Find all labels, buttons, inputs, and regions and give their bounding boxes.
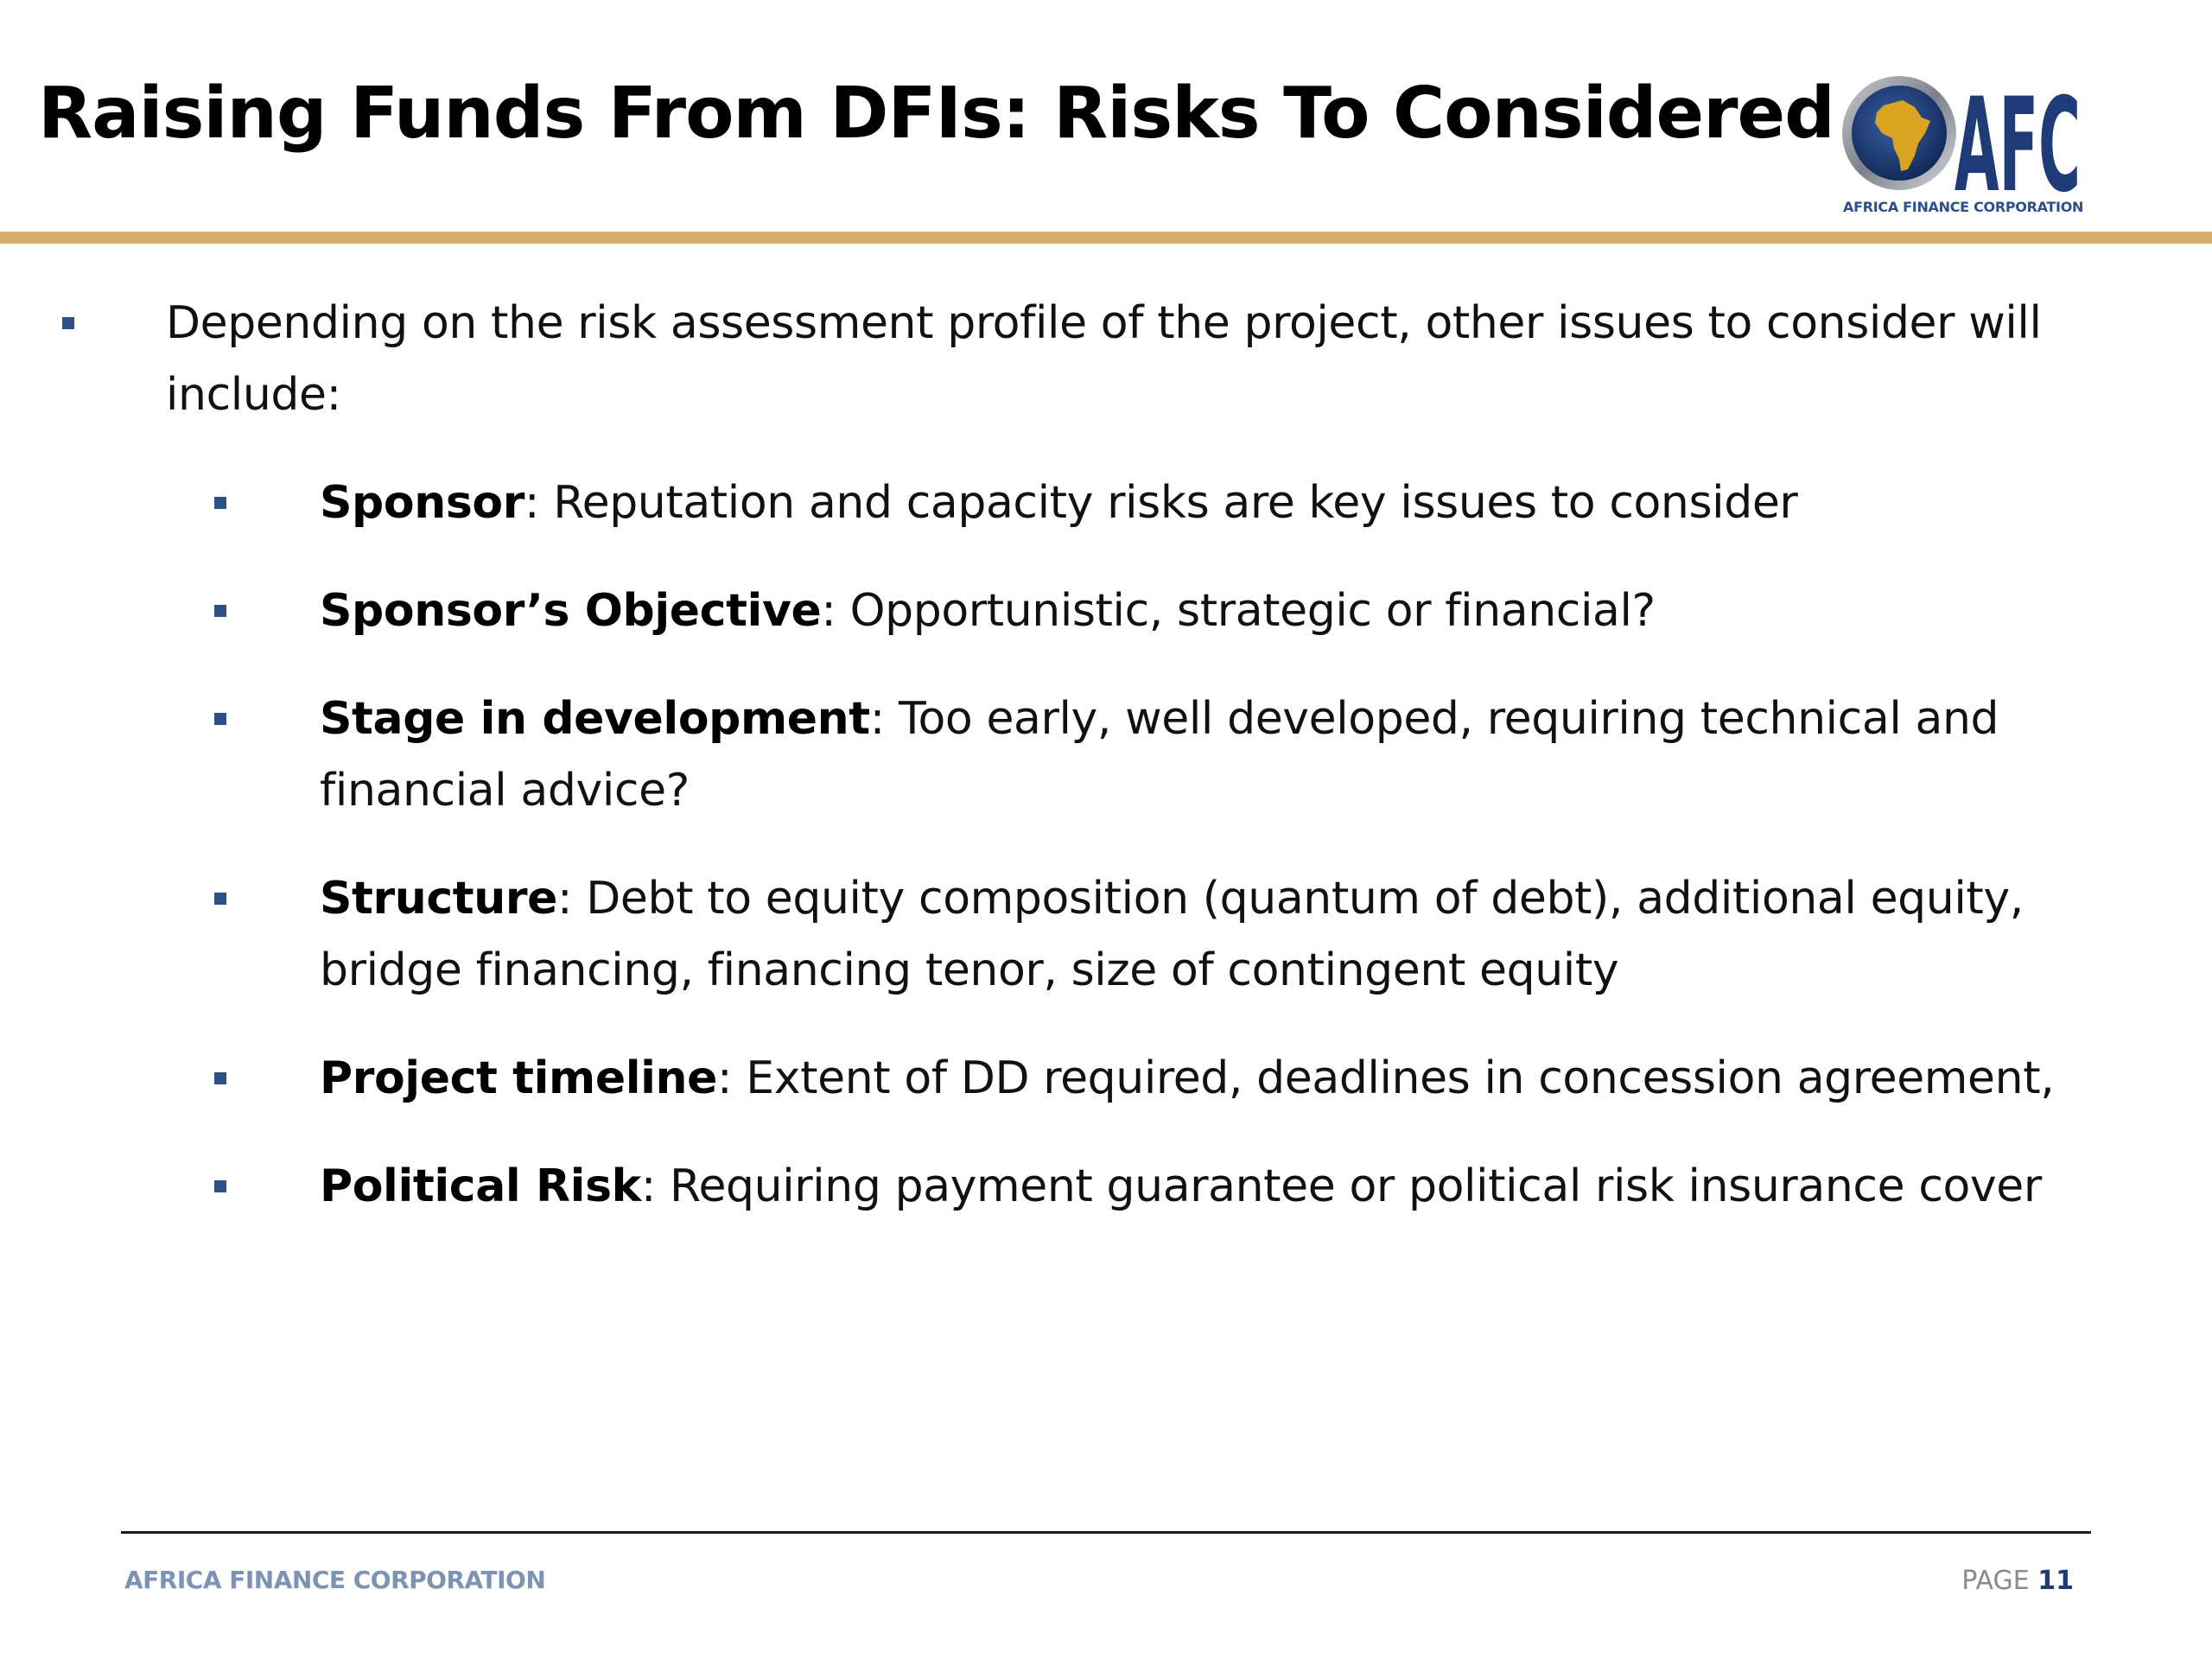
footer-divider — [121, 1531, 2091, 1534]
bullet-icon — [214, 713, 226, 725]
item-text: : Extent of DD required, deadlines in concession agreement, — [717, 1052, 2055, 1104]
list-item — [320, 683, 2100, 827]
bullet-icon — [214, 605, 226, 617]
bullet-icon — [214, 893, 226, 905]
list-item — [320, 1151, 2152, 1223]
logo-caption: AFRICA FINANCE CORPORATION — [1843, 199, 2084, 215]
bullet-icon — [214, 497, 226, 509]
logo-letters: AFC — [1955, 71, 2081, 221]
item-term: Stage in development — [320, 693, 870, 745]
bullet-icon — [214, 1072, 226, 1084]
footer-company-name: AFRICA FINANCE CORPORATION — [124, 1566, 546, 1594]
header-divider — [0, 232, 2212, 244]
item-text: : Requiring payment guarantee or political risk insurance cover — [640, 1160, 2042, 1212]
intro-text: Depending on the risk assessment profile of the project, other issues to consider will include: — [166, 297, 2042, 421]
item-text: : Opportunistic, strategic or financial? — [821, 585, 1656, 637]
list-item — [320, 575, 2100, 647]
slide-title: Raising Funds From DFIs: Risks To Considered — [38, 73, 1834, 155]
item-text: : Debt to equity composition (quantum of debt), additional equity, bridge financing, financing tenor, size of contingent equity — [320, 873, 2024, 996]
bullet-icon — [62, 317, 74, 329]
list-item — [320, 1043, 2152, 1115]
item-term: Project timeline — [320, 1052, 718, 1104]
item-term: Structure — [320, 873, 557, 925]
bullet-icon — [214, 1180, 226, 1192]
list-item — [320, 863, 2100, 1007]
page-label: PAGE — [1961, 1566, 2030, 1596]
item-term: Political Risk — [320, 1160, 641, 1212]
list-item — [320, 467, 2100, 539]
page-number-value: 11 — [2037, 1566, 2074, 1596]
page-number — [1961, 1566, 2074, 1596]
item-term: Sponsor’s Objective — [320, 585, 822, 637]
item-text: : Too early, well developed, requiring technical and financial advice? — [320, 693, 1999, 817]
item-term: Sponsor — [320, 477, 524, 529]
item-text: : Reputation and capacity risks are key issues to consider — [524, 477, 1798, 529]
